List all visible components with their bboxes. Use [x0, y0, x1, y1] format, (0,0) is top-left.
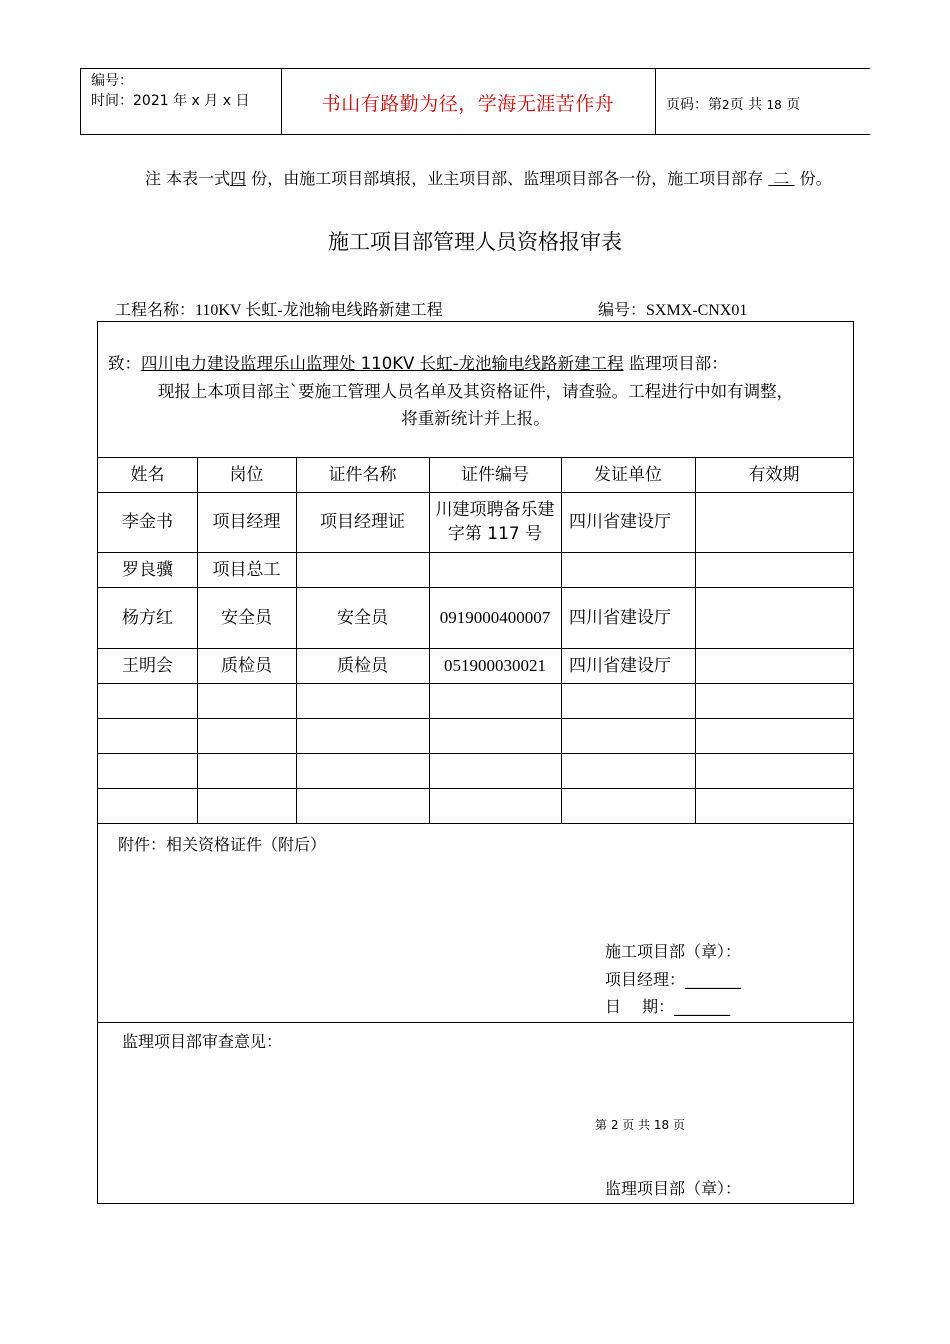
table-cell: [429, 788, 561, 823]
table-cell: [296, 753, 429, 788]
table-cell: [561, 683, 703, 718]
table-cell: 项目总工: [212, 559, 281, 580]
table-header-cell: 姓名: [130, 464, 165, 485]
table-cell: [561, 753, 703, 788]
table-cell: [197, 718, 296, 753]
table-cell: [98, 683, 197, 718]
table-cell: [695, 587, 853, 648]
table-cell: [695, 788, 853, 823]
table-cell: 项目经理: [212, 512, 281, 532]
table-cell: [197, 683, 296, 718]
sign-date: 日 期：_______: [605, 997, 731, 1016]
table-cell: 质检员: [221, 655, 272, 676]
page-note: 第 2 页 共 18 页: [595, 1118, 685, 1132]
table-cell: [695, 753, 853, 788]
table-cell: 安全员: [337, 607, 388, 628]
project-code: 编号：SXMX-CNX01: [598, 300, 748, 319]
table-cell: [296, 788, 429, 823]
supervisor-dept-seal: 监理项目部（章）：: [605, 1179, 742, 1198]
header-meta: [91, 71, 249, 111]
table-header-cell: 岗位: [229, 464, 264, 485]
table-cell: [695, 648, 853, 683]
table-cell: 川建项聘备乐建字第 117 号: [435, 500, 555, 544]
page-indicator: 页码：第2页 共 18 页: [666, 97, 801, 113]
table-cell: 罗良骥: [122, 559, 173, 580]
table-cell: 051900030021: [444, 655, 546, 675]
table-header-cell: 有效期: [748, 464, 800, 485]
table-cell: [561, 552, 703, 587]
table-cell: [296, 683, 429, 718]
supervisor-opinion-label: 监理项目部审查意见：: [122, 1032, 283, 1051]
table-cell: 李金书: [122, 512, 173, 532]
table-cell: 项目经理证: [320, 512, 405, 532]
table-cell: [695, 683, 853, 718]
table-cell: 0919000400007: [439, 607, 551, 627]
table-cell: 四川省建设厅: [569, 512, 671, 532]
time-label: 时间：2021 年 x 月 x 日: [91, 93, 250, 109]
table-cell: [197, 788, 296, 823]
table-cell: 四川省建设厅: [569, 655, 671, 676]
project-manager-signature: 项目经理：_______: [605, 970, 742, 989]
table-cell: [561, 788, 703, 823]
table-header-cell: 发证单位: [594, 464, 662, 485]
table-cell: [98, 753, 197, 788]
table-cell: [695, 552, 853, 587]
attachment-note: 附件：相关资格证件（附后）: [118, 835, 327, 854]
table-cell: [429, 718, 561, 753]
letter-body: 现报上本项目部主`要施工管理人员名单及其资格证件，请查验。工程进行中如有调整， 将重新统计并上报。: [157, 382, 794, 428]
recipient-line: 致：四川电力建设监理乐山监理处 110KV 长虹-龙池输电线路新建工程 监理项目部：: [108, 354, 728, 373]
header-box: [80, 68, 870, 135]
table-cell: 王明会: [122, 655, 173, 676]
recipient-unit: 四川电力建设监理乐山监理处 110KV 长虹-龙池输电线路新建工程: [141, 354, 624, 373]
motto: 书山有路勤为径，学海无涯苦作舟: [321, 93, 615, 115]
page-title: 施工项目部管理人员资格报审表: [328, 230, 622, 254]
table-header-cell: 证件编号: [461, 464, 529, 485]
project-name: 工程名称：110KV 长虹-龙池输电线路新建工程: [115, 300, 443, 319]
note: 注 本表一式四 份，由施工项目部填报，业主项目部、监理项目部各一份，施工项目部存 二 份。: [145, 169, 832, 188]
table-cell: [98, 718, 197, 753]
table-rule: [98, 823, 853, 824]
table-cell: [695, 492, 853, 552]
table-cell: [296, 552, 429, 587]
table-cell: [695, 718, 853, 753]
table-header-cell: 证件名称: [328, 464, 397, 485]
table-cell: [561, 718, 703, 753]
application-form: [97, 321, 854, 1204]
section-divider: [98, 1022, 853, 1023]
table-cell: 杨方红: [122, 607, 173, 628]
table-cell: 安全员: [221, 607, 272, 628]
table-cell: [429, 683, 561, 718]
table-cell: 四川省建设厅: [569, 607, 671, 628]
table-cell: [429, 552, 561, 587]
construction-dept-seal: 施工项目部（章）：: [605, 942, 742, 961]
table-cell: [429, 753, 561, 788]
header-divider: [655, 69, 656, 134]
table-cell: [98, 788, 197, 823]
table-cell: [296, 718, 429, 753]
code-label: 编号：: [91, 73, 133, 89]
table-cell: 质检员: [337, 655, 388, 676]
table-cell: [197, 753, 296, 788]
